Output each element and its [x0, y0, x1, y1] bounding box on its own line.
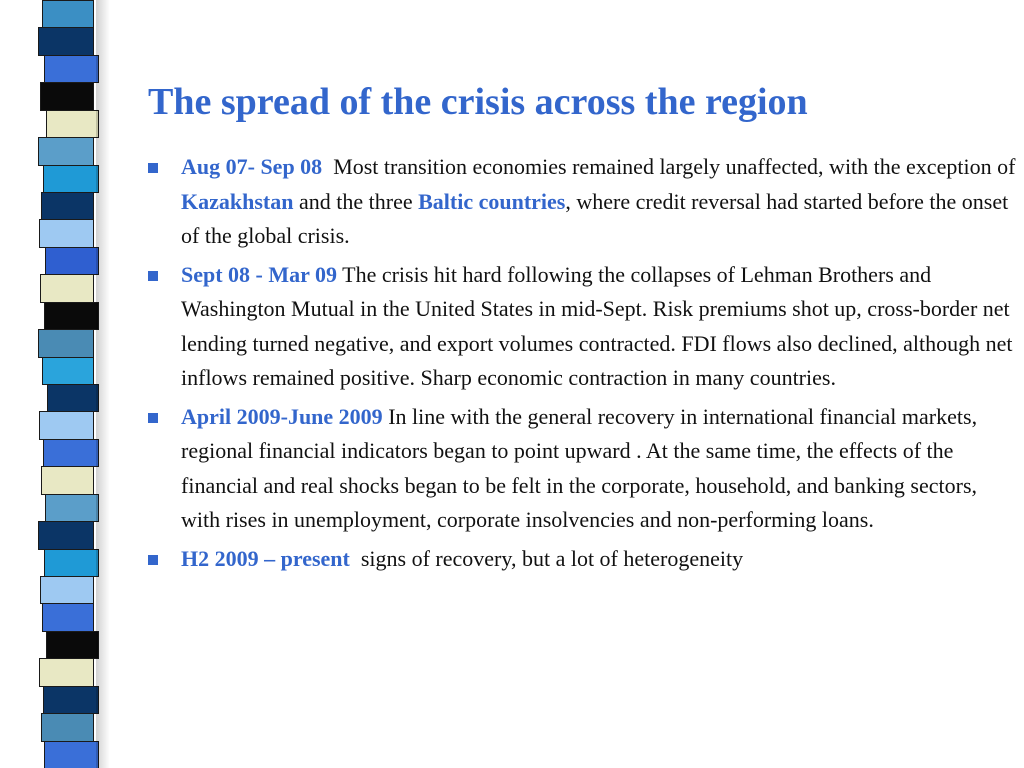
bullet-item-h2-2009-present: [148, 542, 1018, 577]
square-bullet-icon: [148, 555, 158, 565]
decorative-stripe: [46, 110, 99, 138]
decorative-stripe-bar: [38, 0, 98, 768]
decorative-stripe: [44, 55, 99, 83]
bullet-item-aug07-sep08: [148, 150, 1018, 254]
decorative-stripe: [41, 192, 94, 220]
square-bullet-icon: [148, 271, 158, 281]
bullet-item-apr09-jun09: [148, 400, 1018, 538]
decorative-stripe: [46, 631, 99, 659]
decorative-stripe: [42, 357, 94, 385]
decorative-stripe: [43, 439, 99, 467]
decorative-stripe: [41, 466, 94, 494]
stripe-bar-shadow: [96, 0, 110, 768]
bullet-text: and the three: [298, 188, 413, 214]
decorative-stripe: [40, 274, 94, 302]
slide-title: The spread of the crisis across the region: [148, 81, 808, 123]
square-bullet-icon: [148, 163, 158, 173]
bullet-text: The crisis hit hard following the collapses of Lehman Brothers and Washington Mutual in the United States in mid-Sept. Risk premiums shot up, cross-border net lending turned negative, and export volumes contracted. FDI flows also declined, although net inflows remained positive. Sharp economic contraction in many countries.: [181, 261, 1013, 390]
period-label: Aug 07- Sep 08: [181, 154, 323, 179]
highlight-kazakhstan: Kazakhstan: [181, 188, 294, 214]
highlight-baltic-countries: Baltic countries: [418, 188, 566, 214]
decorative-stripe: [39, 219, 94, 247]
decorative-stripe: [38, 27, 94, 55]
decorative-stripe: [42, 0, 94, 28]
decorative-stripe: [43, 686, 99, 714]
decorative-stripe: [38, 329, 94, 357]
bullet-list: [148, 150, 1018, 580]
bullet-text: In line with the general recovery in international financial markets, regional financial indicators began to point upward . At the same time, the effects of the financial and real shocks began to be felt in the corporate, household, and banking sectors, with rises in unemployment, corporate insolvencies and non-performing loans.: [181, 403, 978, 532]
period-label: Sept 08 - Mar 09: [181, 261, 338, 287]
decorative-stripe: [39, 658, 94, 686]
period-label: H2 2009 – present: [181, 545, 350, 571]
decorative-stripe: [47, 384, 99, 412]
decorative-stripe: [43, 165, 99, 193]
decorative-stripe: [40, 82, 94, 110]
decorative-stripe: [38, 137, 94, 165]
decorative-stripe: [40, 576, 94, 604]
decorative-stripe: [44, 302, 99, 330]
decorative-stripe: [41, 713, 94, 741]
decorative-stripe: [38, 521, 94, 549]
period-label: April 2009-June 2009: [181, 403, 383, 429]
bullet-text: Most transition economies remained largely unaffected, with the exception of: [333, 154, 1016, 179]
square-bullet-icon: [148, 413, 158, 423]
decorative-stripe: [45, 494, 99, 522]
decorative-stripe: [39, 411, 94, 439]
decorative-stripe: [44, 741, 99, 768]
bullet-item-sept08-mar09: [148, 258, 1018, 396]
decorative-stripe: [44, 549, 99, 577]
bullet-text: , where credit reversal had started before the onset of the global crisis.: [181, 188, 1009, 248]
decorative-stripe: [45, 247, 99, 275]
bullet-text: signs of recovery, but a lot of heterogeneity: [360, 545, 744, 571]
decorative-stripe: [42, 603, 94, 631]
